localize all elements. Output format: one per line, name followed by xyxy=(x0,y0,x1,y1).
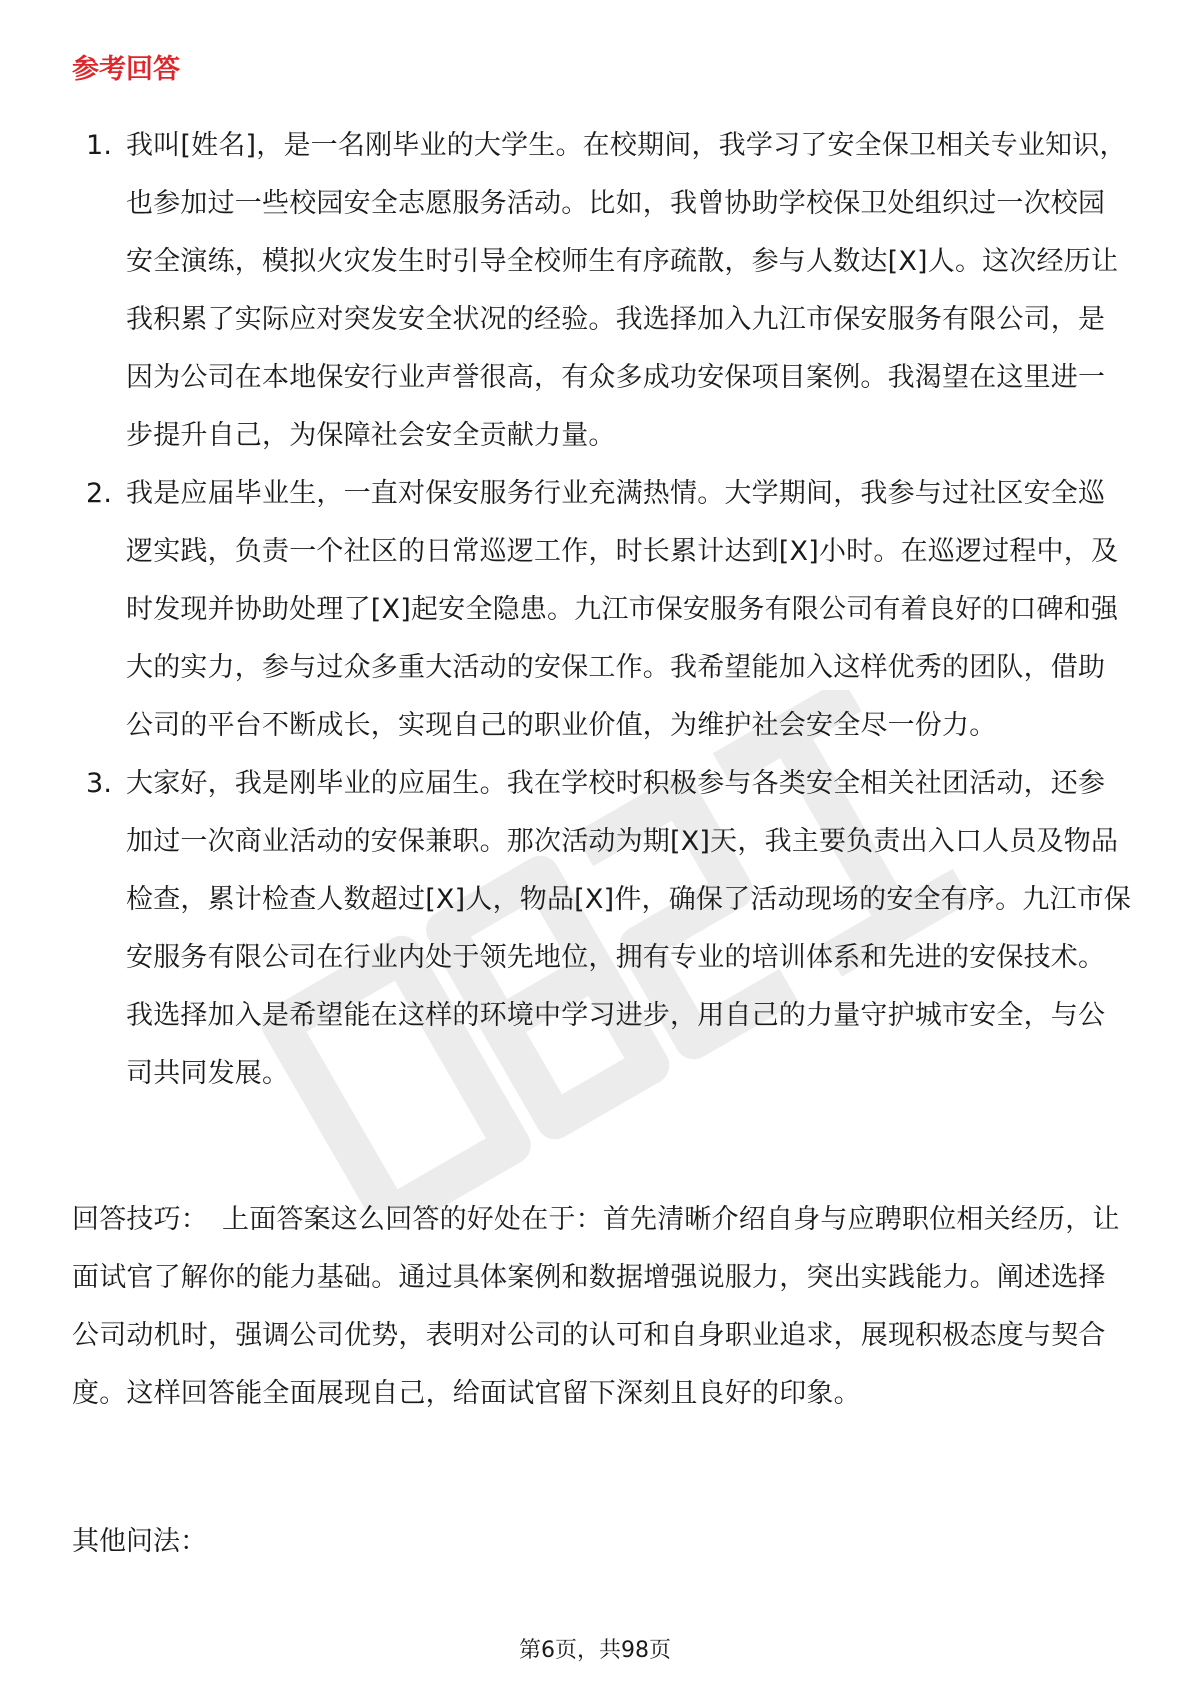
answer-number: 2. xyxy=(86,478,113,509)
tips-text: 上面答案这么回答的好处在于：首先清晰介绍自身与应聘职位相关经历，让面试官了解你的能力基础。通过具体案例和数据增强说服力，突出实践能力。阐述选择公司动机时，强调公司优势，表明对公司的认可和自身职业追求，展现积极态度与契合度。这样回答能全面展现自己，给面试官留下深刻且良好的印象。 xyxy=(72,1204,1120,1409)
section-title: 参考回答 xyxy=(72,54,180,85)
answer-text: 我是应届毕业生，一直对保安服务行业充满热情。大学期间，我参与过社区安全巡逻实践，负责一个社区的日常巡逻工作，时长累计达到[X]小时。在巡逻过程中，及时发现并协助处理了[X]起安全隐患。九江市保安服务有限公司有着良好的口碑和强大的实力，参与过众多重大活动的安保工作。我希望能加入这样优秀的团队，借助公司的平台不断成长，实现自己的职业价值，为维护社会安全尽一份力。 xyxy=(126,478,1119,741)
other-questions-label: 其他问法： xyxy=(72,1526,207,1557)
answer-list xyxy=(72,117,1132,1103)
answer-text: 我叫[姓名]，是一名刚毕业的大学生。在校期间，我学习了安全保卫相关专业知识，也参加过一些校园安全志愿服务活动。比如，我曾协助学校保卫处组织过一次校园安全演练，模拟火灾发生时引导全校师生有序疏散，参与人数达[X]人。这次经历让我积累了实际应对突发安全状况的经验。我选择加入九江市保安服务有限公司，是因为公司在本地保安行业声誉很高，有众多成功安保项目案例。我渴望在这里进一步提升自己，为保障社会安全贡献力量。 xyxy=(126,130,1127,451)
answer-text: 大家好，我是刚毕业的应届生。我在学校时积极参与各类安全相关社团活动，还参加过一次商业活动的安保兼职。那次活动为期[X]天，我主要负责出入口人员及物品检查，累计检查人数超过[X]人，物品[X]件，确保了活动现场的安全有序。九江市保安服务有限公司在行业内处于领先地位，拥有专业的培训体系和先进的安保技术。我选择加入是希望能在这样的环境中学习进步，用自己的力量守护城市安全，与公司共同发展。 xyxy=(126,768,1132,1089)
answer-item-3 xyxy=(72,755,1132,1103)
answer-number: 3. xyxy=(86,768,113,799)
answer-number: 1. xyxy=(86,130,113,161)
answer-tips xyxy=(72,1191,1132,1423)
page-footer: 第6页，共98页 xyxy=(519,1638,671,1663)
tips-label: 回答技巧： xyxy=(72,1204,208,1235)
answer-item-1 xyxy=(72,117,1132,465)
answer-item-2 xyxy=(72,465,1132,755)
